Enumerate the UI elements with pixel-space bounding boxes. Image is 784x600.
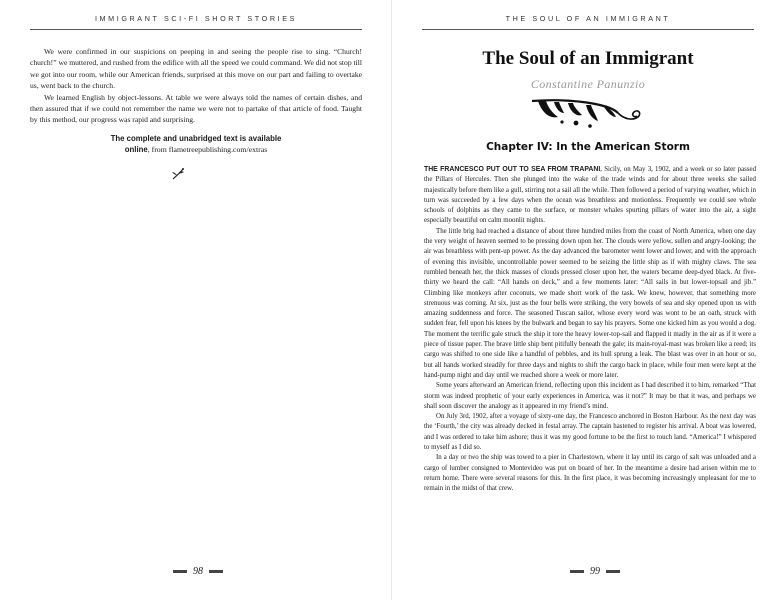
chapter-title: Chapter IV: In the American Storm xyxy=(486,141,690,153)
paragraph: Some years afterward an American friend, reflecting upon this incident as I had described it to him, remarked “That storm was indeed prophetic of your early experiences in America, was it not?” It may be that it was, and perhaps we shall soon discover the analogy as it appeared in my friend’s mind. xyxy=(424,382,756,410)
flourish-ornament-icon xyxy=(528,95,648,131)
availability-bold: The complete and unabridged text is available xyxy=(110,134,282,143)
folio-bar xyxy=(606,570,620,573)
availability-link-text[interactable]: , from flametreepublishing.com/extras xyxy=(147,145,268,154)
paragraph: We were confirmed in our suspicions on peeping in and seeing the people rise to sing. “Church! church!” we muttered, and rushed from the edifice with all the speed we could command. We did not stop till we got into our room, while our American friends, surprised at this move on our part and failing to overtake us, went back to the church. xyxy=(30,47,362,91)
running-head-right: THE SOUL OF AN IMMIGRANT xyxy=(422,14,754,30)
paragraph: The little brig had reached a distance of about three hundred miles from the coast of North America, when one day the very weight of heaven seemed to be pressing down upon her. The clouds were yellow, sullen and angry-looking; the air was breathless with pent-up power. As the day advanced the barometer went lower and lower, and with the approach of evening this invisible, uncontrollable power seemed to be seizing the little ship as if with mighty claws. The sea rumbled beneath her, the thick masses of clouds pressed closer upon her, the waters became deep-dyed black. At five-thirty we heard the call: “All hands on deck,” and a few moments later: “All sails in but lower-topsail and jib.” Climbing like monkeys after coconuts, we made short work of the task. We knew, however, that something more strenuous was coming. At six, just as the four bells were striking, the very bowels of sea and sky opened upon us with amazing suddenness and force. The seasoned Tuscan sailor, whose every word was wont to be an oath, struck with sudden fear, fell upon his knees by the bulwark and began to say his prayers. Some one kicked him as you would a dog. The moment the terrific gale struck the ship it tore the heavy lower-top-sail and flapped it madly in the air as if it were a piece of tissue paper. The brave little ship bent pitifully beneath the gale; its main-royal-mast was broken like a reed; its cargo was shifted to one side like a handful of pebbles, and its hull sprung a leak. The blast was over in an hour or so, but all hands worked steadily for three days and nights to shift the cargo back in place, while four men were kept at the hand-pump night and day until we reached shore a week or more later. xyxy=(424,227,756,379)
paragraph: We learned English by object-lessons. At table we were always told the names of certain dishes, and then assured that if we could not remember the name we were not to partake of that article of food. Taught by this method, our progress was rapid and surprising. xyxy=(30,92,362,125)
availability-note xyxy=(30,133,362,155)
right-page-body xyxy=(424,165,756,495)
story-title: The Soul of an Immigrant xyxy=(482,48,694,69)
running-head-left: IMMIGRANT SCI-FI SHORT STORIES xyxy=(30,14,362,30)
right-page xyxy=(392,0,784,600)
paragraph xyxy=(424,165,756,227)
availability-online: online xyxy=(124,145,148,154)
page-number: 98 xyxy=(193,566,203,577)
folio-right xyxy=(570,566,620,577)
paragraph: On July 3rd, 1902, after a voyage of sixty-one day, the Francesco anchored in Boston Harbour. As the next day was the ‘Fourth,’ the city was already decked in festal array. The captain hastened to register his arrival. A boat was lowered, and I was ordered to take him ashore; thus it was my good fortune to be the first to touch land. “America!” I whispered to myself as I did so. xyxy=(424,413,756,452)
folio-bar xyxy=(209,570,223,573)
page-number: 99 xyxy=(590,566,600,577)
folio-left xyxy=(173,566,223,577)
lead-in: THE FRANCESCO PUT OUT TO SEA FROM TRAPANI xyxy=(424,166,601,173)
left-page-body xyxy=(30,46,362,126)
paragraph: In a day or two the ship was towed to a pier in Charlestown, where it lay until its cargo of salt was unloaded and a cargo of lumber consigned to Montevideo was put on board of her. In the meantime a desire had arisen within me to return home. There were several reasons for this. In the first place, it was becoming increasingly unpleasant for me to remain in the midst of that crew. xyxy=(424,454,756,493)
story-author: Constantine Panunzio xyxy=(530,77,646,91)
folio-bar xyxy=(173,570,187,573)
sprig-icon xyxy=(170,167,186,181)
paragraph-text: , Sicily, on May 3, 1902, and a week or so later passed the Pillars of Hercules. Then she plunged into the wake of the trade winds and for about three weeks she sailed majestically before them like a gull, stirring not a sail all the while. Then followed a period of varying weather, which in turn was succeeded by a few days when the ocean was breathless and motionless. Frequently we could see whole schools of dolphins as they came to the surface, or monster whales spurting pillars of water into the air, a sight especially beautiful on calm moonlit nights. xyxy=(424,166,757,225)
folio-bar xyxy=(570,570,584,573)
